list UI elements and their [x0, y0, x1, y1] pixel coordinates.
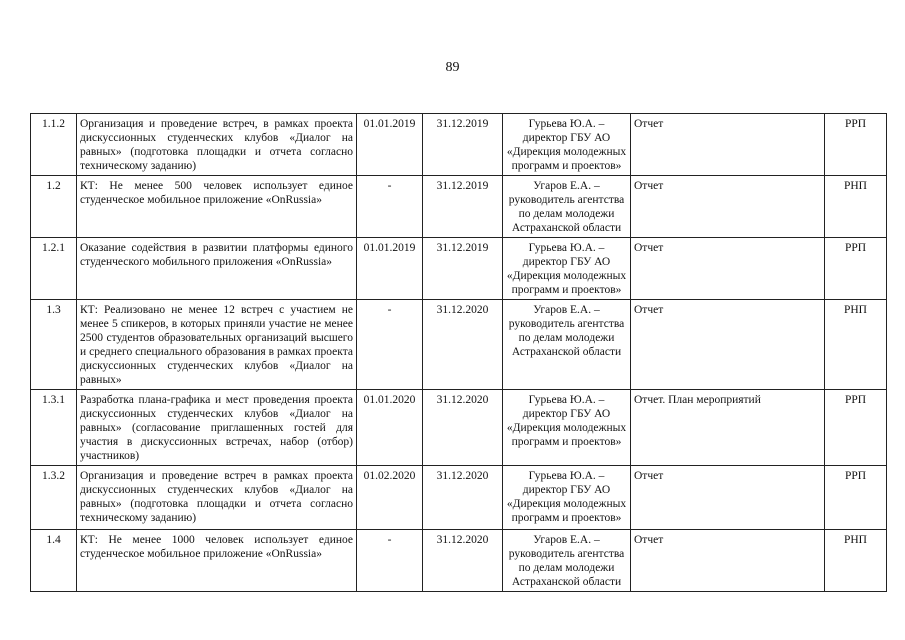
- table-row: [31, 176, 887, 238]
- row-level: РНП: [825, 530, 887, 592]
- row-result-type: Отчет: [631, 466, 825, 530]
- row-result-type: Отчет. План мероприятий: [631, 390, 825, 466]
- row-responsible: Угаров Е.А. – руководитель агентства по делам молодежи Астраханской области: [503, 300, 631, 390]
- page-number: 89: [445, 60, 460, 75]
- row-end-date: 31.12.2019: [423, 238, 503, 300]
- table-row: [31, 530, 887, 592]
- row-result-type: Отчет: [631, 238, 825, 300]
- table-row: [31, 114, 887, 176]
- row-start-date: 01.01.2019: [357, 114, 423, 176]
- row-number: 1.3: [31, 300, 77, 390]
- row-level: РНП: [825, 176, 887, 238]
- row-level: РРП: [825, 466, 887, 530]
- row-responsible: Гурьева Ю.А. – директор ГБУ АО «Дирекция молодежных программ и проектов»: [503, 238, 631, 300]
- row-start-date: 01.01.2020: [357, 390, 423, 466]
- row-end-date: 31.12.2019: [423, 176, 503, 238]
- row-description: КТ: Реализовано не менее 12 встреч с участием не менее 5 спикеров, в которых приняли участие не менее 2500 студентов образовательных организаций высшего и среднего специального образования в рамках проекта дискуссионных студенческих клубов «Диалог на равных»: [77, 300, 357, 390]
- row-responsible: Гурьева Ю.А. – директор ГБУ АО «Дирекция молодежных программ и проектов»: [503, 390, 631, 466]
- row-responsible: Угаров Е.А. – руководитель агентства по делам молодежи Астраханской области: [503, 176, 631, 238]
- plan-table-body: [31, 114, 887, 592]
- row-start-date: -: [357, 176, 423, 238]
- row-level: РРП: [825, 390, 887, 466]
- row-number: 1.3.2: [31, 466, 77, 530]
- table-row: [31, 300, 887, 390]
- row-level: РРП: [825, 114, 887, 176]
- row-result-type: Отчет: [631, 530, 825, 592]
- row-level: РНП: [825, 300, 887, 390]
- row-end-date: 31.12.2020: [423, 300, 503, 390]
- row-end-date: 31.12.2019: [423, 114, 503, 176]
- row-number: 1.4: [31, 530, 77, 592]
- row-end-date: 31.12.2020: [423, 390, 503, 466]
- row-start-date: -: [357, 530, 423, 592]
- row-number: 1.3.1: [31, 390, 77, 466]
- row-number: 1.2: [31, 176, 77, 238]
- row-description: Организация и проведение встреч, в рамках проекта дискуссионных студенческих клубов «Диалог на равных» (подготовка площадки и отчета согласно техническому заданию): [77, 114, 357, 176]
- row-responsible: Гурьева Ю.А. – директор ГБУ АО «Дирекция молодежных программ и проектов»: [503, 466, 631, 530]
- row-start-date: 01.02.2020: [357, 466, 423, 530]
- row-description: КТ: Не менее 1000 человек использует единое студенческое мобильное приложение «OnRussia»: [77, 530, 357, 592]
- row-result-type: Отчет: [631, 176, 825, 238]
- row-end-date: 31.12.2020: [423, 466, 503, 530]
- row-description: Оказание содействия в развитии платформы единого студенческого мобильного приложения «OnRussia»: [77, 238, 357, 300]
- row-responsible: Гурьева Ю.А. – директор ГБУ АО «Дирекция молодежных программ и проектов»: [503, 114, 631, 176]
- plan-table: [30, 113, 887, 592]
- row-result-type: Отчет: [631, 300, 825, 390]
- row-description: Разработка плана-графика и мест проведения проекта дискуссионных студенческих клубов «Диалог на равных» (согласование приглашенных гостей для участия в дискуссионных встречах, набор (отбор) участников): [77, 390, 357, 466]
- row-description: КТ: Не менее 500 человек использует единое студенческое мобильное приложение «OnRussia»: [77, 176, 357, 238]
- table-row: [31, 390, 887, 466]
- row-end-date: 31.12.2020: [423, 530, 503, 592]
- row-responsible: Угаров Е.А. – руководитель агентства по делам молодежи Астраханской области: [503, 530, 631, 592]
- table-row: [31, 238, 887, 300]
- row-result-type: Отчет: [631, 114, 825, 176]
- row-level: РРП: [825, 238, 887, 300]
- table-row: [31, 466, 887, 530]
- row-number: 1.2.1: [31, 238, 77, 300]
- row-start-date: 01.01.2019: [357, 238, 423, 300]
- row-description: Организация и проведение встреч в рамках проекта дискуссионных студенческих клубов «Диалог на равных» (подготовка площадки и отчета согласно техническому заданию): [77, 466, 357, 530]
- row-start-date: -: [357, 300, 423, 390]
- row-number: 1.1.2: [31, 114, 77, 176]
